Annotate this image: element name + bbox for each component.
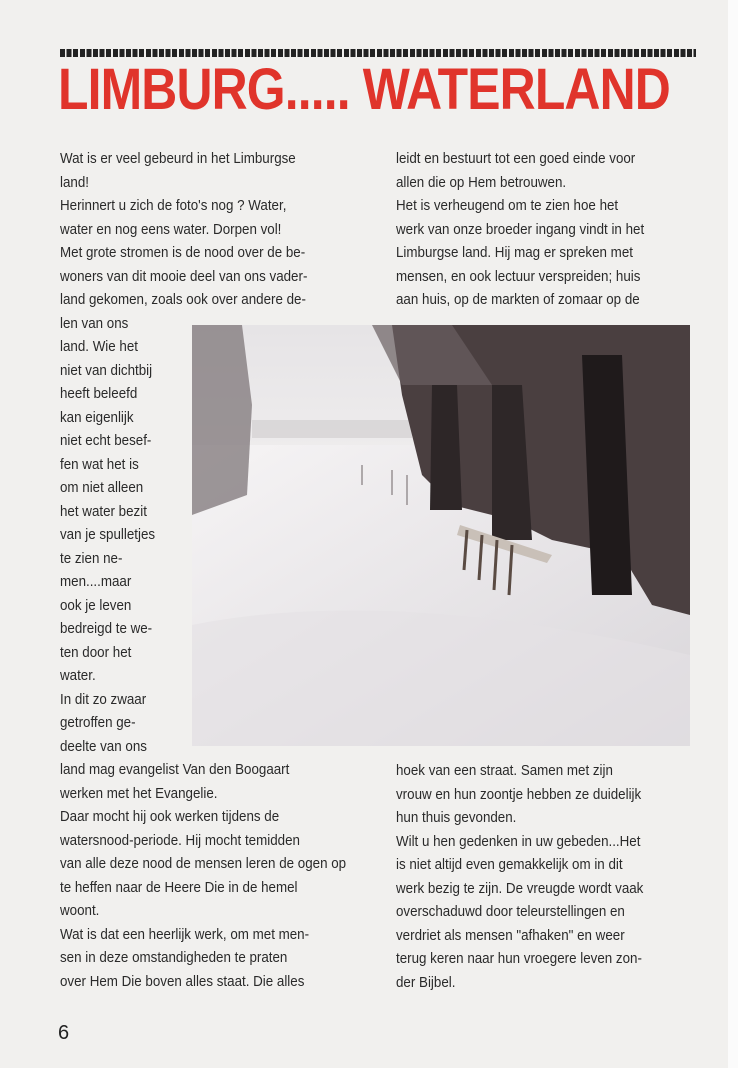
text-line: In dit zo zwaar — [60, 690, 147, 708]
page-edge — [728, 0, 738, 1068]
text-line: land! — [60, 173, 89, 191]
text-line: Limburgse land. Hij mag er spreken met — [396, 244, 633, 261]
text-line: watersnood-periode. Hij mocht temidden — [60, 831, 300, 849]
text-line: terug keren naar hun vroegere leven zon- — [396, 950, 642, 967]
text-line: Met grote stromen is de nood over de be- — [60, 244, 306, 261]
text-line: aan huis, op de markten of zomaar op de — [396, 291, 640, 308]
flood-photo — [192, 325, 690, 746]
text-line: land gekomen, zoals ook over andere de- — [60, 291, 306, 308]
text-line: len van ons — [60, 314, 129, 332]
text-line: overschaduwd door teleurstellingen en — [396, 903, 625, 920]
text-line: water. — [60, 667, 96, 684]
text-line: ook je leven — [60, 596, 132, 614]
text-line: land. Wie het — [60, 338, 139, 355]
text-line: werken met het Evangelie. — [60, 784, 218, 802]
text-line: fen wat het is — [60, 455, 139, 473]
text-line: ten door het — [60, 643, 132, 661]
page-number: 6 — [58, 1022, 70, 1044]
text-line: Het is verheugend om te zien hoe het — [396, 197, 619, 214]
text-line: woners van dit mooie deel van ons vader- — [60, 267, 308, 285]
text-line: van je spulletjes — [60, 526, 156, 543]
text-line: is niet altijd even gemakkelijk om in dit — [396, 856, 623, 873]
text-line: getroffen ge- — [60, 714, 136, 731]
text-line: hun thuis gevonden. — [396, 809, 517, 826]
text-line: mensen, en ook lectuur verspreiden; huis — [396, 267, 641, 285]
text-line: van alle deze nood de mensen leren de ogen op — [60, 855, 347, 872]
text-line: heeft beleefd — [60, 385, 138, 402]
text-line: het water bezit — [60, 502, 147, 520]
text-line: om niet alleen — [60, 479, 144, 496]
text-line: over Hem Die boven alles staat. Die alles — [60, 972, 305, 990]
text-line: woont. — [60, 902, 100, 919]
text-line: bedreigd te we- — [60, 620, 153, 637]
text-line: niet echt besef- — [60, 432, 152, 449]
text-line: te heffen naar de Heere Die in de hemel — [60, 878, 298, 896]
text-line: hoek van een straat. Samen met zijn — [396, 762, 613, 779]
dotted-rule — [60, 49, 696, 57]
text-line: werk bezig te zijn. De vreugde wordt vaak — [396, 879, 644, 897]
text-line: kan eigenlijk — [60, 408, 134, 426]
text-line: vrouw en hun zoontje hebben ze duidelijk — [396, 785, 642, 803]
text-line: Wat is dat een heerlijk werk, om met men- — [60, 925, 310, 943]
text-line: leidt en bestuurt tot een goed einde voor — [396, 150, 636, 167]
text-line: Herinnert u zich de foto's nog ? Water, — [60, 197, 287, 214]
right-column-top — [396, 147, 678, 312]
text-line: deelte van ons — [60, 737, 147, 755]
text-line: sen in deze omstandigheden te praten — [60, 949, 288, 966]
text-line: land mag evangelist Van den Boogaart — [60, 761, 290, 778]
right-column-bottom — [396, 759, 677, 994]
text-line: water en nog eens water. Dorpen vol! — [60, 220, 282, 238]
text-line: Wat is er veel gebeurd in het Limburgse — [60, 150, 296, 167]
text-line: werk van onze broeder ingang vindt in het — [396, 220, 645, 238]
page-title: LIMBURG..... WATERLAND — [58, 57, 670, 122]
text-line: men....maar — [60, 573, 132, 590]
text-line: allen die op Hem betrouwen. — [396, 173, 567, 191]
text-line: te zien ne- — [60, 549, 123, 567]
text-line: der Bijbel. — [396, 973, 456, 991]
text-line: Daar mocht hij ook werken tijdens de — [60, 808, 280, 825]
text-line: Wilt u hen gedenken in uw gebeden...Het — [396, 832, 641, 850]
text-line: niet van dichtbij — [60, 361, 153, 379]
text-line: verdriet als mensen "afhaken" en weer — [396, 926, 625, 944]
